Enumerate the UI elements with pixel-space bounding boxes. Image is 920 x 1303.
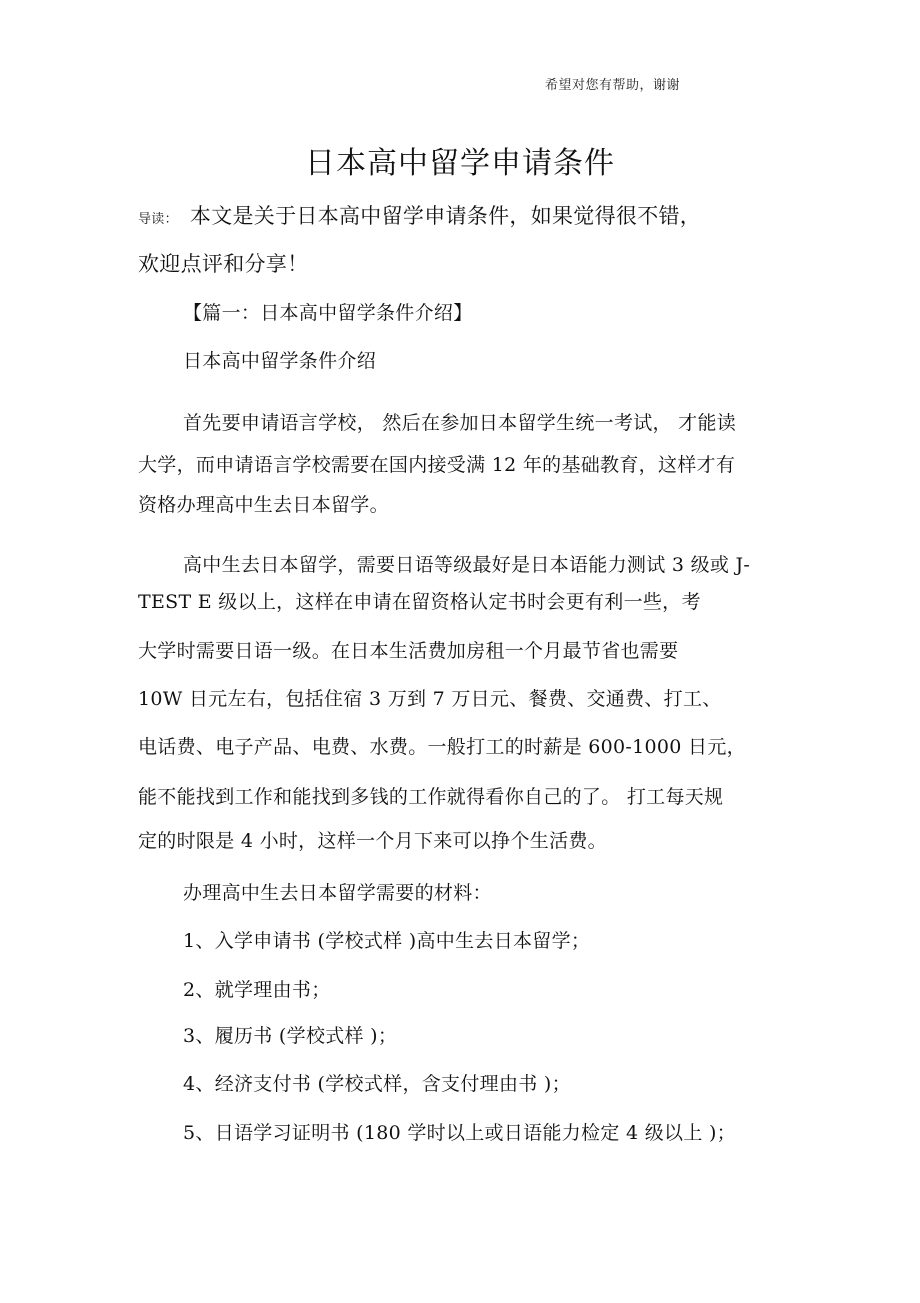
materials-item: 1、入学申请书 (学校式样 )高中生去日本留学； xyxy=(183,930,591,952)
lead-line-1 xyxy=(138,200,701,230)
lead-text: 本文是关于日本高中留学申请条件，如果觉得很不错， xyxy=(189,204,702,228)
materials-item: 4、经济支付书 (学校式样，含支付理由书 )； xyxy=(183,1073,571,1095)
paragraph2-line: 大学时需要日语一级。在日本生活费加房租一个月最节省也需要 xyxy=(138,640,679,662)
materials-intro: 办理高中生去日本留学需要的材料： xyxy=(183,882,492,904)
paragraph2-line: 电话费、电子产品、电费、水费。一般打工的时薪是 600-1000 日元， xyxy=(138,736,746,758)
paragraph2-line: TEST E 级以上，这样在申请在留资格认定书时会更有利一些，考 xyxy=(138,591,701,613)
paragraph2-line: 高中生去日本留学，需要日语等级最好是日本语能力测试 3 级或 J- xyxy=(183,554,751,576)
paragraph1-line: 首先要申请语言学校， 然后在参加日本留学生统一考试， 才能读 xyxy=(183,412,737,434)
paragraph2-line: 能不能找到工作和能找到多钱的工作就得看你自己的了。 打工每天规 xyxy=(138,786,724,808)
header-note: 希望对您有帮助，谢谢 xyxy=(545,78,681,93)
paragraph2-line: 定的时限是 4 小时，这样一个月下来可以挣个生活费。 xyxy=(138,830,607,852)
lead-line-2: 欢迎点评和分享！ xyxy=(138,252,309,276)
materials-item: 3、履历书 (学校式样 )； xyxy=(183,1025,398,1047)
materials-item: 2、就学理由书； xyxy=(183,979,331,1001)
section-heading: 【篇一：日本高中留学条件介绍】 xyxy=(183,302,473,324)
subheading: 日本高中留学条件介绍 xyxy=(183,350,377,372)
lead-label: 导读： xyxy=(138,212,178,227)
materials-item: 5、日语学习证明书 (180 学时以上或日语能力检定 4 级以上 )； xyxy=(183,1122,736,1144)
paragraph1-line: 资格办理高中生去日本留学。 xyxy=(138,494,389,516)
paragraph2-line: 10W 日元左右，包括住宿 3 万到 7 万日元、餐费、交通费、打工、 xyxy=(138,688,722,710)
document-title: 日本高中留学申请条件 xyxy=(305,146,615,181)
paragraph1-line: 大学，而申请语言学校需要在国内接受满 12 年的基础教育，这样才有 xyxy=(138,454,736,476)
